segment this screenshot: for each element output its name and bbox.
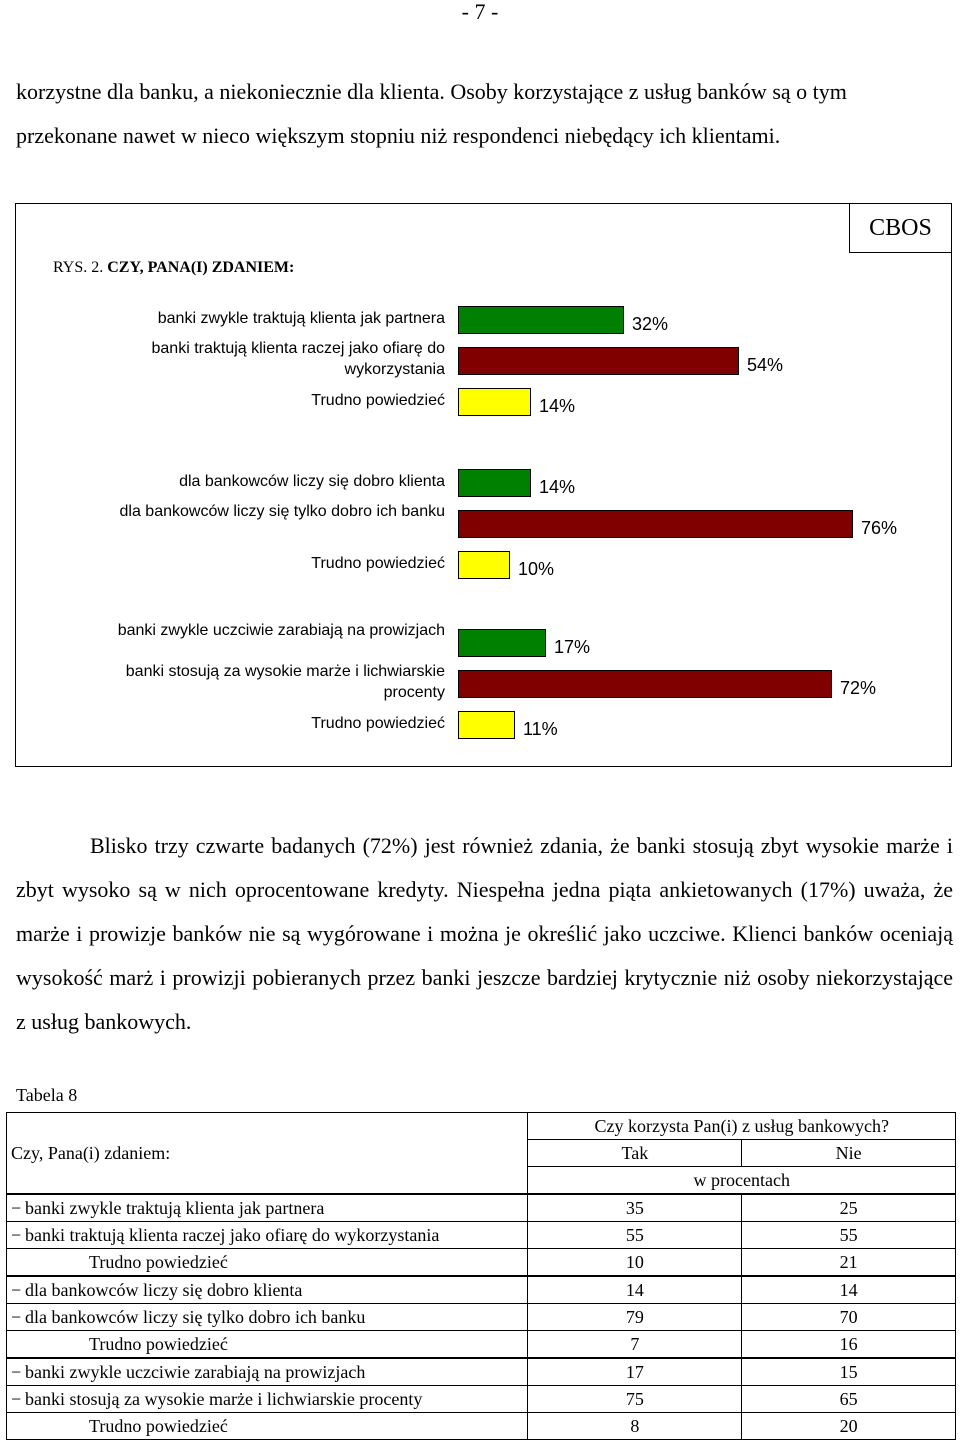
chart-bar-2-negative <box>458 510 853 538</box>
row-label: Trudno powiedzieć <box>89 1334 228 1354</box>
row-label: banki traktują klienta raczej jako ofiarę do wykorzystania <box>25 1225 440 1245</box>
page-number: - 7 - <box>461 0 499 24</box>
table-caption: Tabela 8 <box>16 1085 78 1105</box>
table-cell-tak: 75 <box>528 1386 742 1413</box>
table-cell-label <box>7 1249 528 1277</box>
table-cell-nie: 14 <box>742 1276 956 1304</box>
chart-label-2-positive: dla bankowców liczy się dobro klienta <box>179 473 445 490</box>
table-cell-nie: 15 <box>742 1358 956 1386</box>
data-table <box>6 1112 956 1440</box>
table-cell-nie: 70 <box>742 1304 956 1331</box>
table-cell-label <box>7 1194 528 1222</box>
table-group-header: Czy korzysta Pan(i) z usług bankowych? <box>528 1113 956 1140</box>
table-row <box>7 1304 956 1331</box>
chart-bar-1-negative <box>458 347 739 375</box>
bullet-dash: − <box>11 1198 22 1218</box>
table-cell-label <box>7 1276 528 1304</box>
row-label: dla bankowców liczy się tylko dobro ich banku <box>25 1307 366 1327</box>
bullet-dash: − <box>11 1225 22 1245</box>
table-cell-label <box>7 1304 528 1331</box>
chart-bar-3-positive <box>458 629 546 657</box>
table-cell-tak: 14 <box>528 1276 742 1304</box>
row-label: Trudno powiedzieć <box>89 1416 228 1436</box>
chart-value-1-negative: 54% <box>747 355 784 375</box>
table-row <box>7 1249 956 1277</box>
chart-value-2-positive: 14% <box>539 477 576 497</box>
table-cell-nie: 65 <box>742 1386 956 1413</box>
figure-question: CZY, PANA(I) ZDANIEM: <box>107 259 295 276</box>
chart-label-3-unsure: Trudno powiedzieć <box>311 715 445 732</box>
chart-value-3-positive: 17% <box>554 637 591 657</box>
table-cell-nie: 20 <box>742 1413 956 1440</box>
table-unit: w procentach <box>528 1167 956 1195</box>
source-badge: CBOS <box>849 203 952 253</box>
table-cell-label <box>7 1358 528 1386</box>
table-row-header: Czy, Pana(i) zdaniem: <box>7 1113 528 1195</box>
table-cell-nie: 16 <box>742 1331 956 1359</box>
chart-label-1-negative: banki traktują klienta raczej jako ofiarę do wykorzystania <box>151 340 445 378</box>
row-label: banki zwykle uczciwie zarabiają na prowizjach <box>25 1362 366 1382</box>
chart-label-3-positive: banki zwykle uczciwie zarabiają na prowizjach <box>117 622 445 639</box>
table-cell-tak: 79 <box>528 1304 742 1331</box>
chart-value-1-unsure: 14% <box>539 396 576 416</box>
table-cell-nie: 55 <box>742 1222 956 1249</box>
table-row <box>7 1222 956 1249</box>
table-cell-label <box>7 1222 528 1249</box>
row-label: dla bankowców liczy się dobro klienta <box>25 1280 303 1300</box>
table-cell-tak: 7 <box>528 1331 742 1359</box>
table-cell-label <box>7 1386 528 1413</box>
table-row <box>7 1358 956 1386</box>
table-row <box>7 1386 956 1413</box>
chart-bar-1-unsure <box>458 388 531 416</box>
chart-label-1-unsure: Trudno powiedzieć <box>311 392 445 409</box>
chart-value-3-negative: 72% <box>840 678 877 698</box>
chart-bar-1-positive <box>458 306 624 334</box>
bullet-dash: − <box>11 1307 22 1327</box>
chart-bar-2-unsure <box>458 551 510 579</box>
table-cell-label <box>7 1413 528 1440</box>
chart-value-1-positive: 32% <box>632 314 669 334</box>
bullet-dash: − <box>11 1280 22 1300</box>
figure-label: RYS. 2. <box>53 259 104 276</box>
intro-paragraph: korzystne dla banku, a niekoniecznie dla klienta. Osoby korzystające z usług banków są o tym przekonane nawet w nieco większym stopniu niż respondenci niebędący ich klientami. <box>16 79 847 148</box>
figure-rys-2 <box>15 203 952 767</box>
table-row <box>7 1413 956 1440</box>
table-col-yes: Tak <box>528 1140 742 1167</box>
bullet-dash: − <box>11 1389 22 1409</box>
table-row <box>7 1331 956 1359</box>
table-cell-tak: 17 <box>528 1358 742 1386</box>
table-col-no: Nie <box>742 1140 956 1167</box>
chart-bar-2-positive <box>458 469 531 497</box>
chart-bar-3-negative <box>458 670 832 698</box>
row-label: Trudno powiedzieć <box>89 1252 228 1272</box>
chart-label-1-positive: banki zwykle traktują klienta jak partnera <box>157 310 445 327</box>
table-cell-label <box>7 1331 528 1359</box>
bullet-dash: − <box>11 1362 22 1382</box>
table-cell-tak: 10 <box>528 1249 742 1277</box>
table-row <box>7 1194 956 1222</box>
table-cell-tak: 8 <box>528 1413 742 1440</box>
body-paragraph: Blisko trzy czwarte badanych (72%) jest również zdania, że banki stosują zbyt wysokie marże i zbyt wysoko są w nich oprocentowane kredyty. Niespełna jedna piąta ankietowanych (17%) uważa, że marże i prowizje banków nie są wygórowane i można je określić jako uczciwe. Klienci banków oceniają wysokość marż i prowizji pobieranych przez banki jeszcze bardziej krytycznie niż osoby niekorzystające z usług bankowych. <box>16 833 953 1034</box>
table-cell-nie: 21 <box>742 1249 956 1277</box>
chart-label-2-unsure: Trudno powiedzieć <box>311 555 445 572</box>
chart-value-3-unsure: 11% <box>523 719 558 739</box>
chart-label-2-negative: dla bankowców liczy się tylko dobro ich banku <box>119 503 445 520</box>
row-label: banki stosują za wysokie marże i lichwiarskie procenty <box>25 1389 423 1409</box>
figure-title <box>53 258 294 278</box>
row-label: banki zwykle traktują klienta jak partnera <box>25 1198 325 1218</box>
chart-value-2-unsure: 10% <box>518 559 555 579</box>
table-cell-nie: 25 <box>742 1194 956 1222</box>
chart-label-3-negative: banki stosują za wysokie marże i lichwiarskie procenty <box>125 663 445 701</box>
table-cell-tak: 35 <box>528 1194 742 1222</box>
table-row <box>7 1276 956 1304</box>
chart-value-2-negative: 76% <box>861 518 898 538</box>
chart-bar-3-unsure <box>458 711 515 739</box>
table-cell-tak: 55 <box>528 1222 742 1249</box>
